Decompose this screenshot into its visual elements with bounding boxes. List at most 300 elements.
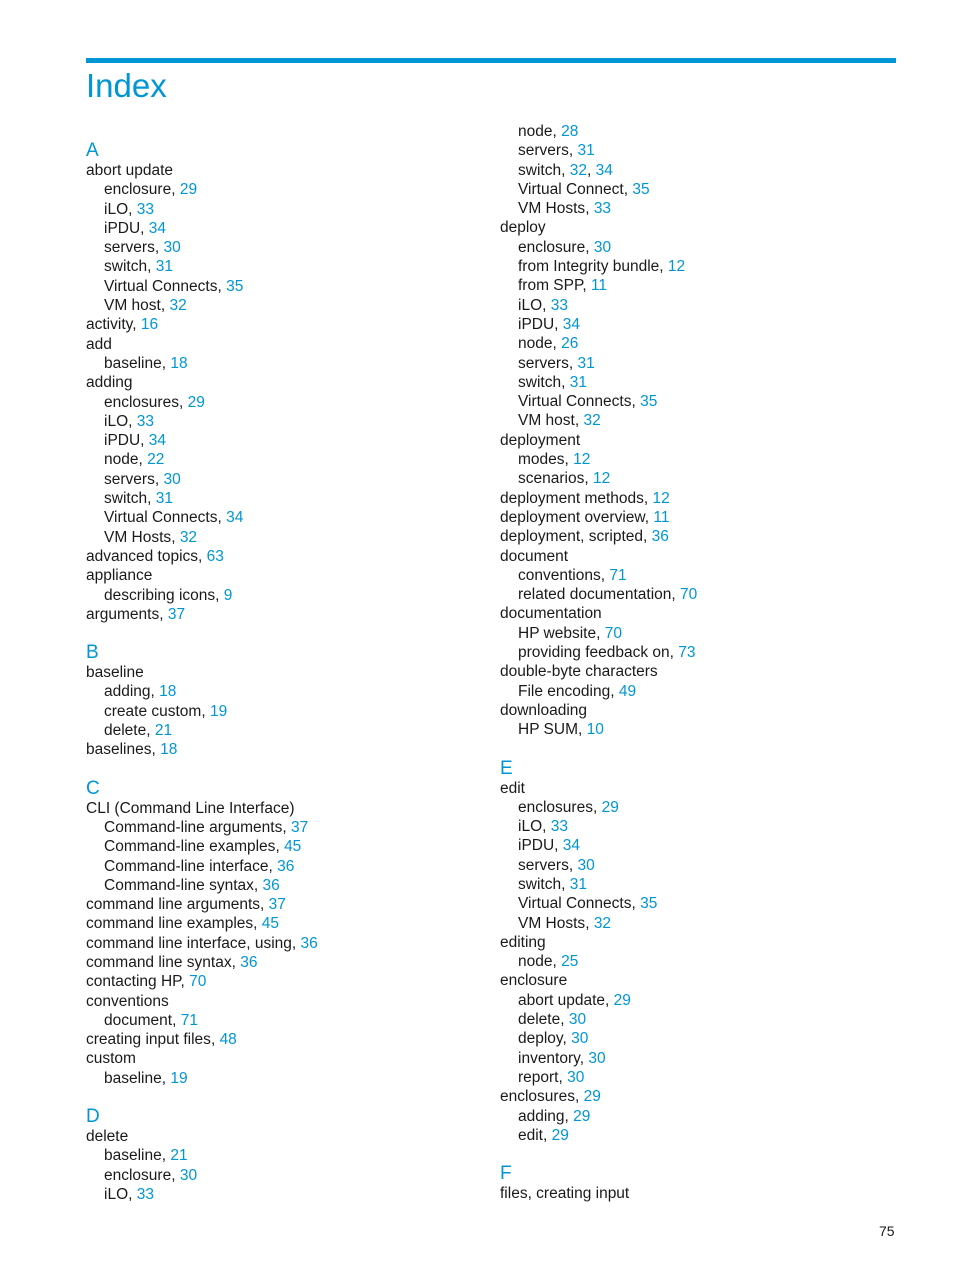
index-subentry [500,334,900,353]
page-link[interactable]: 71 [180,1011,198,1029]
index-subentry [86,489,486,508]
page-link[interactable]: 19 [170,1069,188,1087]
page-link[interactable]: 19 [209,702,228,720]
separator: , [560,1011,569,1029]
index-term: describing icons [104,586,216,604]
index-subentry [86,257,486,276]
page-link[interactable]: 73 [678,644,696,662]
page-link[interactable]: 32 [569,161,587,179]
index-subentry [500,894,900,913]
index-term: create custom [104,702,202,720]
index-term: enclosures [518,798,593,816]
page-link[interactable]: 32 [593,914,612,932]
index-term: servers [518,856,569,874]
page-link[interactable]: 12 [573,451,591,469]
index-term: deployment methods [500,489,644,507]
page-link[interactable]: 30 [577,856,595,874]
page-link[interactable]: 21 [154,722,173,740]
separator: , [584,470,593,488]
separator: , [210,1031,220,1049]
separator: , [586,161,596,179]
index-subentry [500,199,900,218]
index-term: baselines [86,741,152,759]
index-term: adding [104,683,151,701]
page-link[interactable]: 70 [604,624,622,642]
page-link[interactable]: 37 [167,605,186,623]
separator: , [171,528,180,546]
index-term: related documentation [518,586,672,604]
separator: , [610,682,619,700]
index-term: baseline [104,354,162,372]
page-link[interactable]: 33 [136,1185,154,1203]
index-term: switch [104,490,148,508]
index-subentry [500,161,900,180]
index-subentry [86,702,486,721]
separator: , [128,412,137,430]
separator: , [564,1107,574,1125]
separator: , [554,837,563,855]
index-term: deploy [500,219,546,237]
separator: , [128,200,137,218]
index-subentry [500,836,900,855]
index-subentry [86,682,486,701]
index-subentry [86,508,486,527]
index-term: document [500,547,569,565]
index-subentry [500,1126,900,1145]
page-link[interactable]: 32 [169,297,187,315]
page-link[interactable]: 28 [561,123,579,140]
index-subentry [86,528,486,547]
separator: , [643,528,652,546]
separator: , [140,432,149,450]
separator: , [171,1166,180,1184]
index-term: baseline [104,1069,162,1087]
index-term: deploy [518,1030,563,1048]
index-term: command line interface, using [86,934,292,952]
index-subentry [500,180,900,199]
section-gap [86,624,486,642]
index-letter-heading: C [86,777,100,799]
page-link[interactable]: 36 [651,528,669,546]
index-term: command line arguments [86,896,261,914]
index-term: report [518,1068,559,1086]
page-link[interactable]: 31 [569,875,587,893]
page-link[interactable]: 21 [170,1147,188,1165]
index-subentry [500,276,900,295]
index-term: enclosure [500,972,568,990]
page-link[interactable]: 35 [632,180,650,198]
index-entry [86,547,486,566]
index-subentry [500,624,900,643]
page-link[interactable]: 33 [593,200,612,218]
separator: , [592,798,602,816]
index-entry [86,914,486,933]
index-term: inventory [518,1049,580,1067]
index-term: deployment overview [500,508,645,526]
page-link[interactable]: 32 [179,528,198,546]
index-term: servers [518,354,569,372]
page-link[interactable]: 30 [567,1068,585,1086]
index-term: arguments [86,605,160,623]
index-subentry [500,373,900,392]
page-link[interactable]: 34 [562,315,581,333]
page-link[interactable]: 35 [226,277,244,295]
page-link[interactable]: 26 [561,335,579,353]
index-term: servers [518,142,569,160]
index-entry [86,953,486,972]
index-term: servers [104,470,155,488]
index-subentry [500,315,900,334]
separator: , [132,316,141,334]
index-term: iPDU [518,315,555,333]
separator: , [552,123,562,140]
index-subentry [86,876,486,895]
index-term: iPDU [104,432,141,450]
index-subentry [500,566,900,585]
index-entry [86,1127,486,1146]
index-letter-heading: F [500,1163,512,1185]
index-subentry [86,431,486,450]
page-link[interactable]: 11 [590,277,608,295]
separator: , [596,624,605,642]
index-term: delete [86,1128,129,1146]
index-term: Command-line interface [104,857,269,875]
separator: , [562,1030,572,1048]
header-rule [86,58,896,63]
index-term: Command-line syntax [104,876,254,894]
separator: , [151,741,161,759]
index-entry [86,992,486,1011]
page-link[interactable]: 29 [551,1126,569,1144]
index-subentry [86,586,486,605]
page-link[interactable]: 32 [583,412,601,430]
index-term: node [104,451,139,469]
index-subentry [86,1185,486,1204]
separator: , [574,412,584,430]
index-term: Virtual Connects [518,895,632,913]
page-link[interactable]: 70 [189,973,207,991]
index-term: delete [104,722,147,740]
page-link[interactable]: 70 [680,586,698,604]
index-subentry [86,277,486,296]
index-column-left [86,140,486,1204]
index-term: downloading [500,701,588,719]
index-term: providing feedback on [518,644,670,662]
index-entry [500,1184,900,1203]
separator: , [231,953,241,971]
separator: , [282,818,291,836]
index-term: iLO [104,412,129,430]
page-link[interactable]: 35 [640,895,658,913]
index-entry [500,547,900,566]
page-link[interactable]: 63 [206,547,224,565]
index-term: add [86,335,112,353]
page-link[interactable]: 34 [148,219,167,237]
index-term: advanced topics [86,547,199,565]
page-link[interactable]: 36 [277,857,295,875]
separator: , [160,297,170,315]
index-subentry [86,721,486,740]
index-subentry [500,1049,900,1068]
page-link[interactable]: 30 [163,470,181,488]
index-term: Command-line arguments [104,818,283,836]
index-term: switch [518,875,562,893]
page-link[interactable]: 37 [290,818,309,836]
index-letter-heading: B [86,642,99,664]
page-link[interactable]: 31 [569,373,587,391]
index-term: modes [518,451,565,469]
page-link[interactable]: 30 [179,1166,198,1184]
index-term: node [518,953,553,971]
page-link[interactable]: 30 [593,238,612,256]
index-term: scenarios [518,470,585,488]
page-link[interactable]: 22 [147,451,165,469]
index-term: iLO [518,296,543,314]
index-subentry [86,1069,486,1088]
page-link[interactable]: 30 [571,1030,589,1048]
index-term: contacting HP [86,973,181,991]
page-link[interactable]: 29 [179,181,198,199]
separator: , [568,856,578,874]
index-term: adding [86,374,133,392]
index-entry [86,315,486,334]
index-term: iLO [104,1185,129,1203]
page-link[interactable]: 36 [262,876,280,894]
index-term: creating input files [86,1031,211,1049]
page-link[interactable]: 36 [240,953,258,971]
separator: , [623,180,633,198]
index-subentry [500,296,900,315]
separator: , [180,973,190,991]
index-subentry [86,470,486,489]
page-link[interactable]: 34 [562,837,581,855]
index-subentry [86,857,486,876]
separator: , [201,702,210,720]
index-subentry [86,450,486,469]
page-link[interactable]: 45 [261,915,280,933]
index-term: enclosures [500,1088,575,1106]
page-link[interactable]: 71 [609,566,627,584]
page-link[interactable]: 36 [300,934,318,952]
separator: , [154,470,164,488]
index-entry [86,566,486,585]
separator: , [631,393,641,411]
page-link[interactable]: 30 [588,1049,606,1067]
page-link[interactable]: 48 [219,1031,237,1049]
page-link[interactable]: 33 [136,200,154,218]
separator: , [552,953,562,971]
index-term: VM host [104,297,161,315]
index-entry [86,740,486,759]
index-term: appliance [86,567,153,585]
page-link[interactable]: 34 [595,161,613,179]
index-term: servers [104,239,155,257]
index-subentry [500,411,900,430]
page-link[interactable]: 30 [568,1011,587,1029]
index-term: enclosure [104,1166,172,1184]
page-link[interactable]: 29 [187,393,205,411]
page-link[interactable]: 9 [223,586,233,604]
index-term: baseline [104,1147,162,1165]
index-subentry [500,585,900,604]
page-link[interactable]: 33 [136,412,154,430]
page-link[interactable]: 11 [653,508,670,526]
page-link[interactable]: 31 [155,258,173,276]
index-entry [500,218,900,237]
index-term: command line examples [86,915,254,933]
index-term: baseline [86,664,144,682]
index-entry [86,1049,486,1068]
separator: , [260,896,269,914]
index-column-right [500,122,900,1203]
index-term: enclosure [104,181,172,199]
separator: , [172,1011,181,1029]
index-term: iLO [104,200,129,218]
index-term: node [518,123,553,140]
section-gap [86,760,486,778]
index-entry [86,972,486,991]
index-term: conventions [518,566,601,584]
index-subentry [500,450,900,469]
section-gap [500,1145,900,1163]
page-link[interactable]: 29 [601,798,619,816]
separator: , [669,644,679,662]
page-link[interactable]: 12 [592,470,611,488]
index-entry [86,895,486,914]
page-link[interactable]: 29 [613,991,631,1009]
separator: , [171,181,180,199]
index-subentry [500,1107,900,1126]
separator: , [146,722,155,740]
separator: , [561,373,570,391]
index-subentry [500,798,900,817]
separator: , [543,1126,552,1144]
index-term: Virtual Connects [104,509,218,527]
separator: , [291,934,301,952]
index-term: iPDU [104,219,141,237]
index-subentry [86,296,486,315]
page-link[interactable]: 10 [586,721,604,739]
page-link[interactable]: 30 [163,239,181,257]
index-entry [500,1087,900,1106]
page-link[interactable]: 16 [140,316,159,334]
index-term: from SPP [518,277,583,295]
index-term: File encoding [518,682,611,700]
separator: , [128,1185,137,1203]
index-term: documentation [500,605,602,623]
index-entry [500,662,900,681]
page-link[interactable]: 29 [573,1107,591,1125]
page-link[interactable]: 33 [550,296,568,314]
index-term: switch [104,258,148,276]
separator: , [161,1069,171,1087]
index-term: enclosures [104,393,179,411]
page-link[interactable]: 49 [618,682,637,700]
index-term: CLI (Command Line Interface) [86,799,295,817]
separator: , [552,335,562,353]
index-entry [500,431,900,450]
index-term: abort update [518,991,606,1009]
separator: , [644,508,654,526]
index-subentry [500,817,900,836]
index-subentry [500,354,900,373]
page-link[interactable]: 12 [652,489,670,507]
page-link[interactable]: 33 [550,818,568,836]
separator: , [564,451,574,469]
index-subentry [86,354,486,373]
page-link[interactable]: 34 [226,509,244,527]
index-term: command line syntax [86,953,232,971]
page-link[interactable]: 31 [577,142,595,160]
index-subentry [86,818,486,837]
separator: , [159,605,168,623]
index-entry [500,971,900,990]
page-link[interactable]: 18 [159,683,177,701]
index-entry [86,605,486,624]
page-link[interactable]: 45 [284,838,302,856]
separator: , [582,277,591,295]
index-letter-heading: A [86,140,99,161]
index-subentry [500,1010,900,1029]
separator: , [631,895,641,913]
index-subentry [86,393,486,412]
separator: , [568,142,578,160]
index-term: node [518,335,553,353]
page-number: 75 [879,1223,895,1239]
page-link[interactable]: 37 [268,896,286,914]
page-link[interactable]: 35 [640,393,658,411]
separator: , [253,876,263,894]
page-link[interactable]: 29 [583,1088,601,1106]
index-entry [500,527,900,546]
page-link[interactable]: 12 [667,258,686,276]
index-subentry [500,643,900,662]
index-term: activity [86,316,133,334]
index-subentry [86,1011,486,1030]
separator: , [217,509,227,527]
section-gap [500,740,900,758]
index-term: HP website [518,624,597,642]
index-subentry [86,837,486,856]
index-term: from Integrity bundle [518,258,660,276]
index-subentry [500,141,900,160]
separator: , [643,489,653,507]
index-term: edit [518,1126,543,1144]
separator: , [275,838,285,856]
index-term: conventions [86,992,169,1010]
index-term: VM Hosts [104,528,172,546]
page-link[interactable]: 18 [160,741,178,759]
page-link[interactable]: 31 [155,490,173,508]
index-subentry [500,914,900,933]
separator: , [542,818,551,836]
index-term: files, creating input [500,1185,630,1203]
page-link[interactable]: 18 [170,354,188,372]
index-subentry [86,219,486,238]
separator: , [568,354,578,372]
index-subentry [500,1068,900,1087]
index-term: iPDU [518,837,555,855]
page-link[interactable]: 25 [561,953,579,971]
index-subentry [500,469,900,488]
page-link[interactable]: 31 [577,354,595,372]
separator: , [659,258,668,276]
index-term: Virtual Connects [518,393,632,411]
page-link[interactable]: 34 [148,432,167,450]
separator: , [150,683,160,701]
separator: , [605,991,614,1009]
index-entry [500,604,900,623]
